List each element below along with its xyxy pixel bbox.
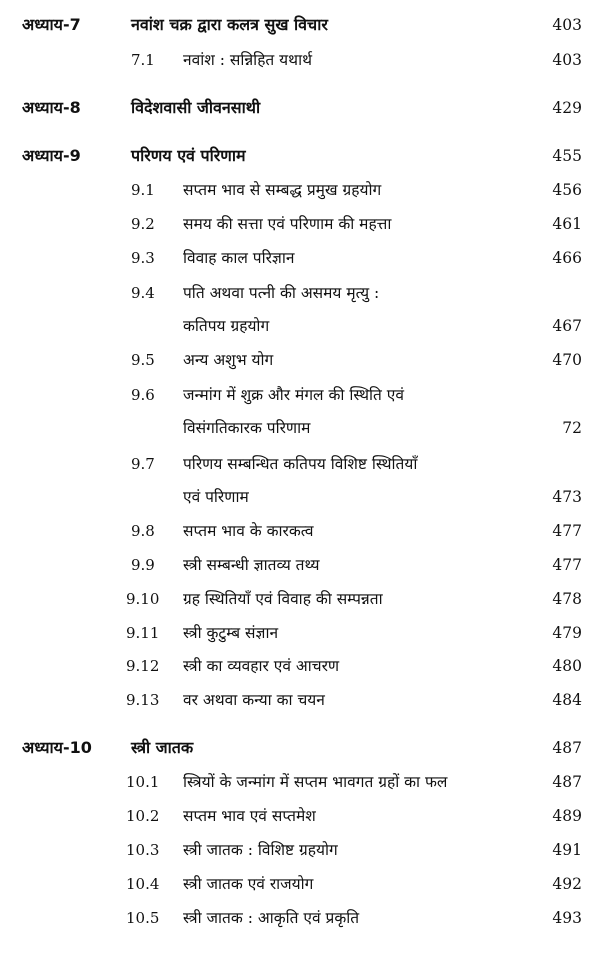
toc-section-row	[0, 243, 600, 273]
toc-section-row	[0, 516, 600, 546]
chapter-label: अध्याय-8	[22, 98, 81, 117]
toc-section-row	[0, 550, 600, 580]
section-number: 9.12	[126, 657, 160, 675]
toc-chapter-row	[0, 10, 600, 40]
toc-section-row	[0, 175, 600, 205]
toc-section-row	[0, 618, 600, 648]
toc-section-row	[0, 584, 600, 614]
section-number: 9.5	[131, 351, 155, 369]
page-number: 479	[552, 624, 582, 642]
chapter-title: नवांश चक्र द्वारा कलत्र सुख विचार	[131, 15, 328, 34]
section-title: परिणय सम्बन्धित कतिपय विशिष्ट स्थितियाँ	[183, 455, 418, 473]
toc-section-row-continued	[0, 413, 600, 443]
page-number: 429	[552, 99, 582, 117]
toc-section-row	[0, 835, 600, 865]
section-number: 9.6	[131, 386, 155, 404]
section-number: 9.9	[131, 556, 155, 574]
section-number: 10.4	[126, 875, 160, 893]
section-title: स्त्री सम्बन्धी ज्ञातव्य तथ्य	[183, 556, 320, 574]
page-number: 489	[552, 807, 582, 825]
toc-section-row	[0, 903, 600, 933]
section-title: पति अथवा पत्नी की असमय मृत्यु :	[183, 284, 380, 302]
chapter-title: परिणय एवं परिणाम	[131, 146, 246, 165]
page-number: 456	[552, 181, 582, 199]
toc-chapter-row	[0, 141, 600, 171]
toc-section-row	[0, 651, 600, 681]
page-number: 493	[552, 909, 582, 927]
section-number: 10.3	[126, 841, 160, 859]
chapter-label: अध्याय-7	[22, 15, 81, 34]
toc-section-row	[0, 278, 600, 308]
section-title: ग्रह स्थितियाँ एवं विवाह की सम्पन्नता	[183, 590, 383, 608]
section-title-continued: कतिपय ग्रहयोग	[183, 317, 270, 335]
section-number: 9.11	[126, 624, 160, 642]
page-number: 461	[552, 215, 582, 233]
section-number: 9.3	[131, 249, 155, 267]
section-number: 9.7	[131, 455, 155, 473]
toc-section-row	[0, 449, 600, 479]
section-number: 9.8	[131, 522, 155, 540]
toc-section-row	[0, 380, 600, 410]
chapter-label: अध्याय-9	[22, 146, 81, 165]
page-number: 477	[552, 556, 582, 574]
section-title: सप्तम भाव के कारकत्व	[183, 522, 314, 540]
section-number: 9.2	[131, 215, 155, 233]
section-number: 10.1	[126, 773, 160, 791]
page-number: 470	[552, 351, 582, 369]
page-number: 455	[552, 147, 582, 165]
page-number: 484	[552, 691, 582, 709]
section-title-continued: विसंगतिकारक परिणाम	[183, 419, 311, 437]
section-title: जन्मांग में शुक्र और मंगल की स्थिति एवं	[183, 386, 404, 404]
section-title: सप्तम भाव से सम्बद्ध प्रमुख ग्रहयोग	[183, 181, 382, 199]
section-title: नवांश : सन्निहित यथार्थ	[183, 51, 312, 69]
page-number: 466	[552, 249, 582, 267]
section-title: विवाह काल परिज्ञान	[183, 249, 295, 267]
page-number: 72	[562, 419, 582, 437]
page-number: 478	[552, 590, 582, 608]
page-number: 477	[552, 522, 582, 540]
chapter-label: अध्याय-10	[22, 738, 92, 757]
section-number: 9.10	[126, 590, 160, 608]
chapter-title: स्त्री जातक	[131, 738, 194, 757]
page-number: 467	[552, 317, 582, 335]
page-number: 491	[552, 841, 582, 859]
section-number: 9.4	[131, 284, 155, 302]
chapter-title: विदेशवासी जीवनसाथी	[131, 98, 261, 117]
section-number: 10.2	[126, 807, 160, 825]
section-title: अन्य अशुभ योग	[183, 351, 274, 369]
toc-section-row	[0, 767, 600, 797]
section-number: 9.13	[126, 691, 160, 709]
toc-chapter-row	[0, 733, 600, 763]
toc-section-row	[0, 45, 600, 75]
page-number: 487	[552, 773, 582, 791]
toc-section-row	[0, 869, 600, 899]
page-number: 473	[552, 488, 582, 506]
section-title: सप्तम भाव एवं सप्तमेश	[183, 807, 316, 825]
page-number: 487	[552, 739, 582, 757]
section-number: 9.1	[131, 181, 155, 199]
toc-section-row	[0, 209, 600, 239]
section-title: स्त्री जातक : विशिष्ट ग्रहयोग	[183, 841, 338, 859]
toc-section-row-continued	[0, 311, 600, 341]
section-title: स्त्री जातक एवं राजयोग	[183, 875, 314, 893]
section-title-continued: एवं परिणाम	[183, 488, 249, 506]
section-title: वर अथवा कन्या का चयन	[183, 691, 325, 709]
section-number: 10.5	[126, 909, 160, 927]
toc-section-row	[0, 801, 600, 831]
section-title: स्त्री का व्यवहार एवं आचरण	[183, 657, 340, 675]
toc-chapter-row	[0, 93, 600, 123]
section-title: स्त्रियों के जन्मांग में सप्तम भावगत ग्रहों का फल	[183, 773, 448, 791]
toc-section-row	[0, 345, 600, 375]
page-number: 403	[552, 51, 582, 69]
section-title: स्त्री कुटुम्ब संज्ञान	[183, 624, 279, 642]
toc-section-row	[0, 685, 600, 715]
section-number: 7.1	[131, 51, 155, 69]
section-title: समय की सत्ता एवं परिणाम की महत्ता	[183, 215, 392, 233]
page-number: 492	[552, 875, 582, 893]
section-title: स्त्री जातक : आकृति एवं प्रकृति	[183, 909, 360, 927]
toc-section-row-continued	[0, 482, 600, 512]
page-number: 480	[552, 657, 582, 675]
page-number: 403	[552, 16, 582, 34]
